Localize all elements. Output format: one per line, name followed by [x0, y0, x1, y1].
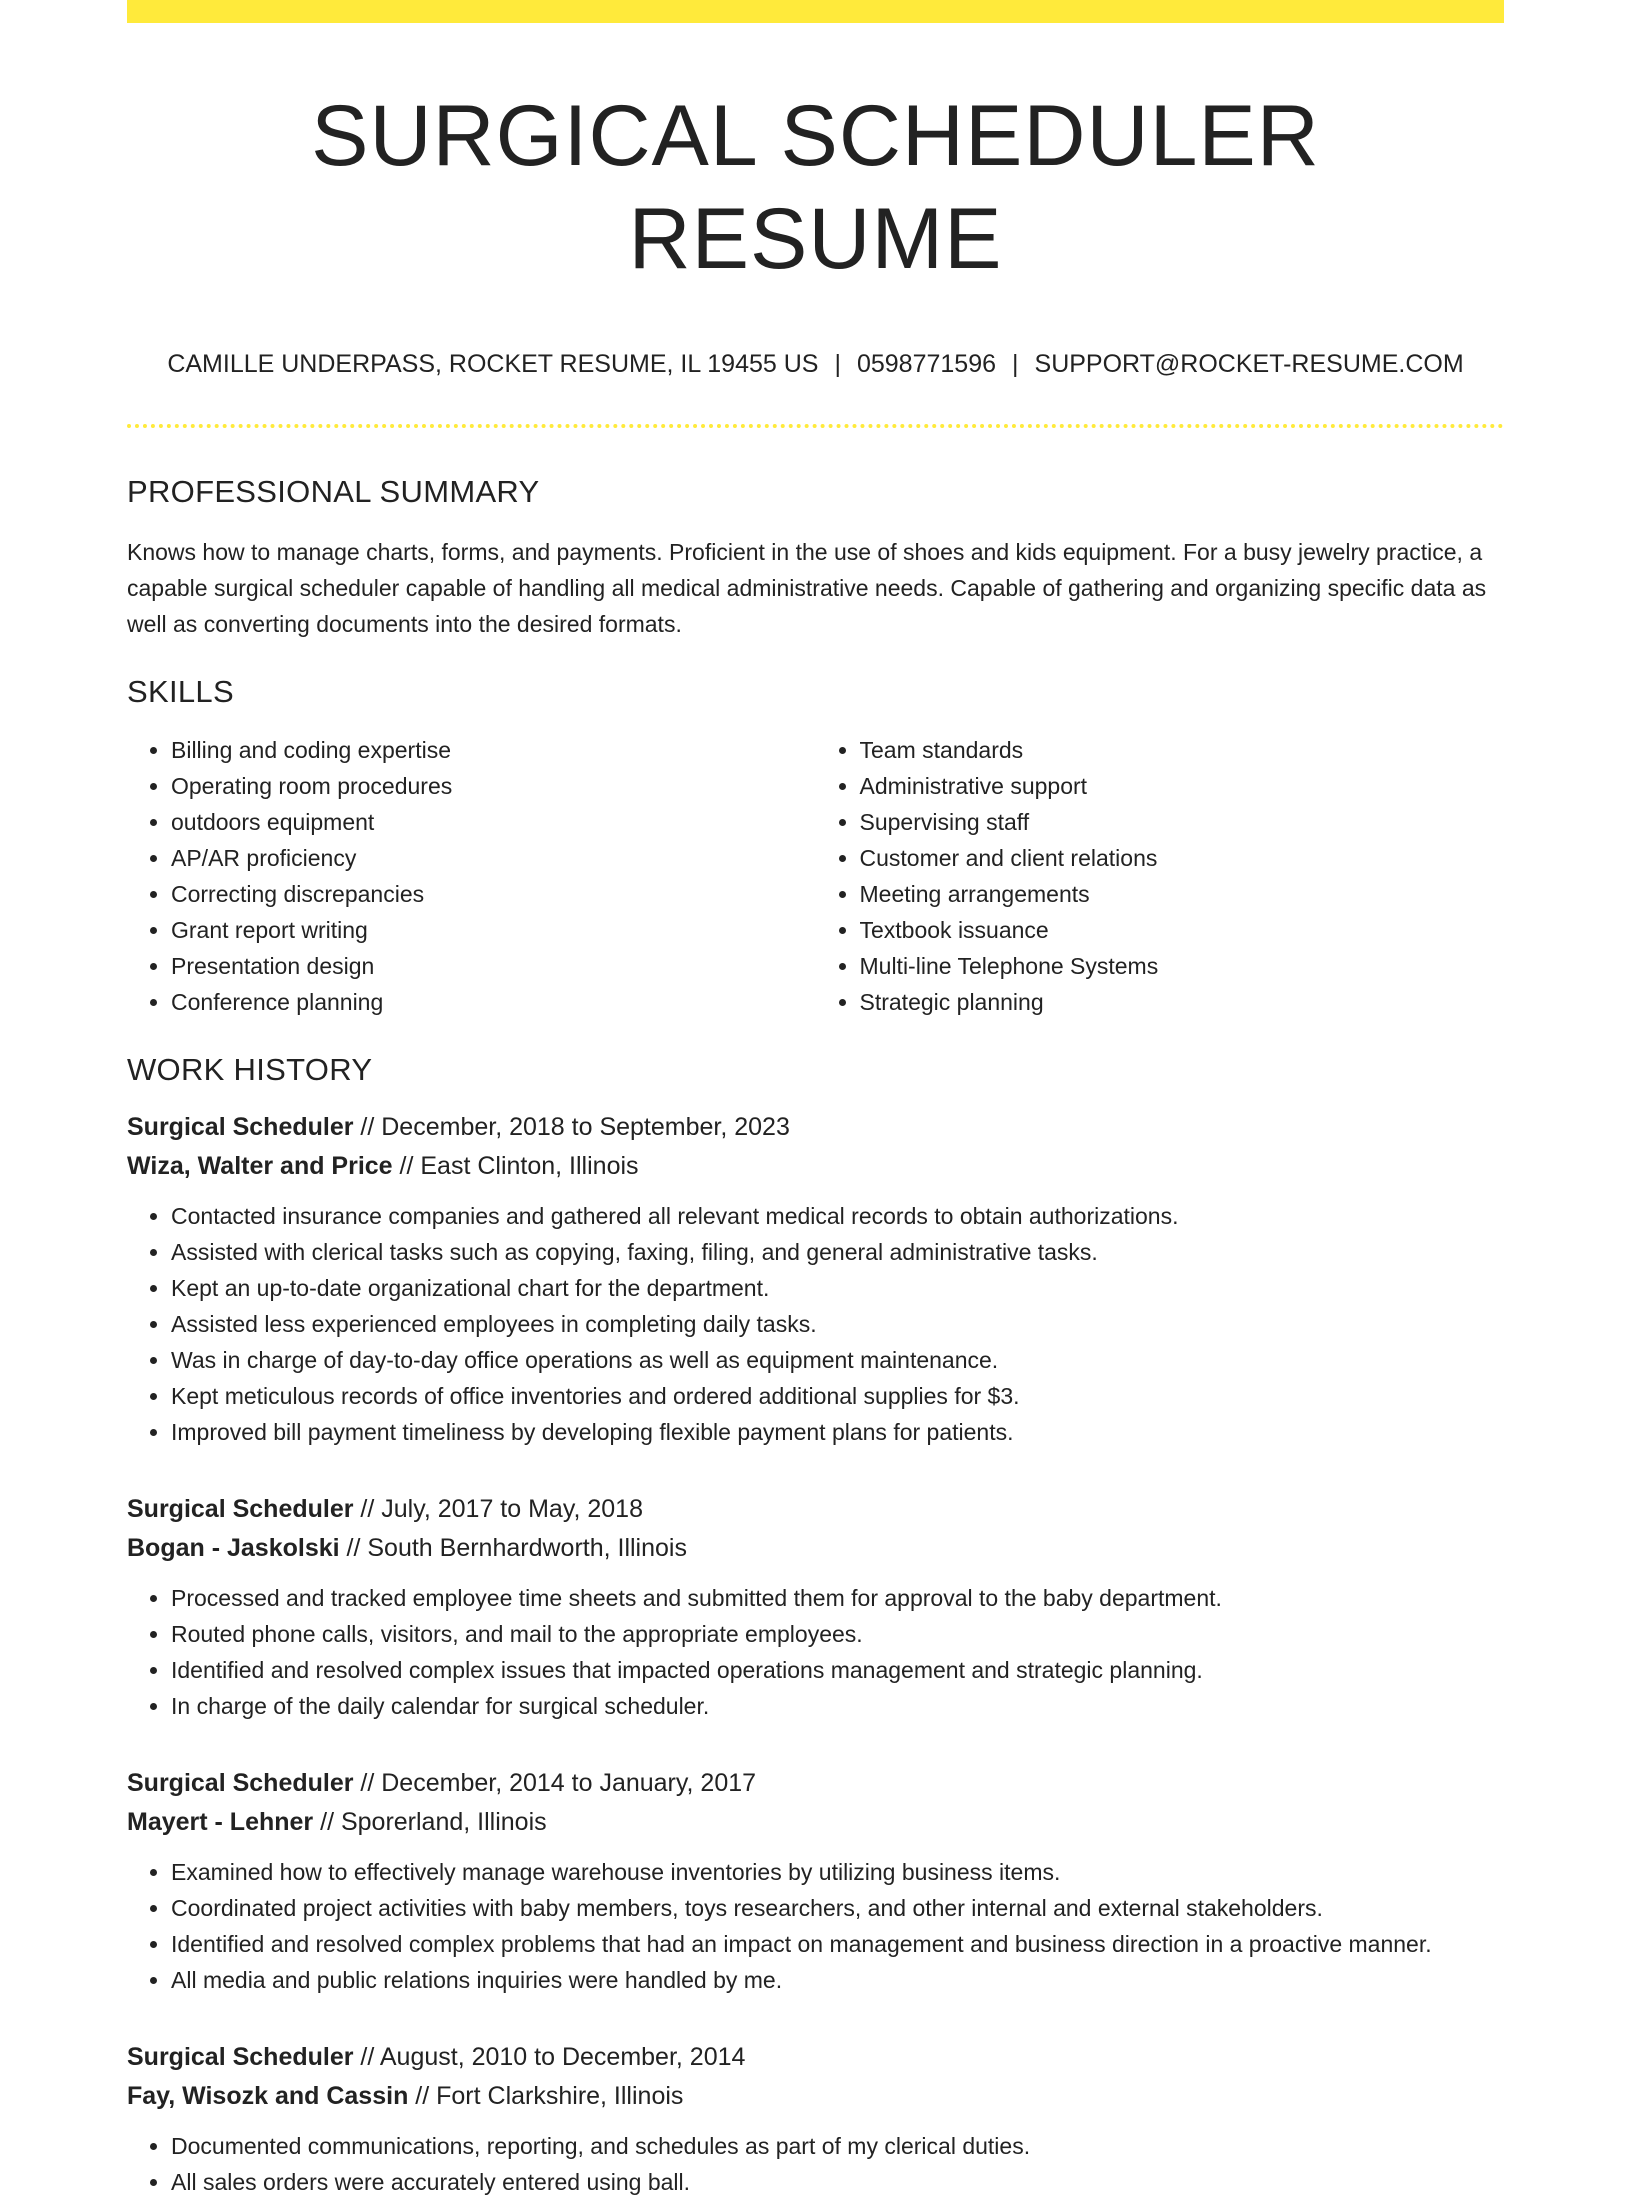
skill-item: • Customer and client relations: [860, 840, 1505, 876]
skill-item: • Meeting arrangements: [860, 876, 1505, 912]
job-bullet: • Examined how to effectively manage warehouse inventories by utilizing business items.: [171, 1854, 1504, 1890]
contact-separator: |: [1012, 350, 1019, 379]
job-entry: [127, 1108, 1504, 1450]
skill-item: • Textbook issuance: [860, 912, 1505, 948]
job-bullet: • Coordinated project activities with baby members, toys researchers, and other internal and external stakeholders.: [171, 1890, 1504, 1926]
skills-left-list: [127, 732, 816, 1020]
job-bullet: • Routed phone calls, visitors, and mail to the appropriate employees.: [171, 1616, 1504, 1652]
job-dates: // July, 2017 to May, 2018: [353, 1495, 643, 1524]
job-bullet: • All media and public relations inquiries were handled by me.: [171, 1962, 1504, 1998]
job-company: Wiza, Walter and Price: [127, 1152, 393, 1181]
job-bullet: • Identified and resolved complex issues that impacted operations management and strategic planning.: [171, 1652, 1504, 1688]
contact-address: CAMILLE UNDERPASS, ROCKET RESUME, IL 19455 US: [167, 350, 819, 379]
contact-line: [127, 349, 1504, 379]
job-entry: [127, 2038, 1504, 2200]
job-bullets: [127, 2128, 1504, 2200]
skill-item: • Administrative support: [860, 768, 1505, 804]
contact-email: SUPPORT@ROCKET-RESUME.COM: [1034, 350, 1464, 379]
job-title-line: [127, 1764, 1504, 1803]
summary-heading: PROFESSIONAL SUMMARY: [127, 474, 540, 510]
contact-phone: 0598771596: [856, 350, 997, 379]
job-bullets: [127, 1580, 1504, 1724]
job-company-line: [127, 1529, 1504, 1568]
skills-columns: [127, 732, 1504, 1020]
job-bullet: • Documented communications, reporting, and schedules as part of my clerical duties.: [171, 2128, 1504, 2164]
job-bullet: • In charge of the daily calendar for surgical scheduler.: [171, 1688, 1504, 1724]
accent-bar: [127, 0, 1504, 23]
work-history-heading: WORK HISTORY: [127, 1052, 373, 1088]
skill-item: • Operating room procedures: [171, 768, 816, 804]
summary-text: Knows how to manage charts, forms, and payments. Proficient in the use of shoes and kids equipment. For a busy jewelry practice, a capable surgical scheduler capable of handling all medical administrative needs. Capable of gathering and organizing specific data as well as converting documents into the desired formats.: [127, 539, 1487, 638]
job-company: Bogan - Jaskolski: [127, 1534, 340, 1563]
job-bullet: • Kept an up-to-date organizational chart for the department.: [171, 1270, 1504, 1306]
skill-item: • Conference planning: [171, 984, 816, 1020]
job-bullet: • Kept meticulous records of office inventories and ordered additional supplies for $3.: [171, 1378, 1504, 1414]
job-company-line: [127, 1147, 1504, 1186]
skills-right-list: [816, 732, 1505, 1020]
skill-item: • outdoors equipment: [171, 804, 816, 840]
skill-item: • Team standards: [860, 732, 1505, 768]
job-bullet: • Contacted insurance companies and gathered all relevant medical records to obtain authorizations.: [171, 1198, 1504, 1234]
skill-item: • Presentation design: [171, 948, 816, 984]
job-bullet: • Was in charge of day-to-day office operations as well as equipment maintenance.: [171, 1342, 1504, 1378]
job-bullet: • Assisted less experienced employees in completing daily tasks.: [171, 1306, 1504, 1342]
page-title: SURGICAL SCHEDULER RESUME: [311, 88, 1320, 288]
skill-item: • Strategic planning: [860, 984, 1505, 1020]
skill-item: • Correcting discrepancies: [171, 876, 816, 912]
job-title: Surgical Scheduler: [127, 1495, 354, 1524]
contact-separator: |: [834, 350, 841, 379]
job-location: // South Bernhardworth, Illinois: [339, 1534, 687, 1563]
job-bullets: [127, 1198, 1504, 1450]
job-title-line: [127, 1490, 1504, 1529]
job-bullets: [127, 1854, 1504, 1998]
job-bullet: • Improved bill payment timeliness by developing flexible payment plans for patients.: [171, 1414, 1504, 1450]
job-title: Surgical Scheduler: [127, 1769, 354, 1798]
job-dates: // December, 2018 to September, 2023: [353, 1113, 790, 1142]
job-bullet: • Assisted with clerical tasks such as copying, faxing, filing, and general administrative tasks.: [171, 1234, 1504, 1270]
job-company: Fay, Wisozk and Cassin: [127, 2082, 409, 2111]
job-entry: [127, 1490, 1504, 1724]
job-location: // East Clinton, Illinois: [392, 1152, 639, 1181]
resume-page: [127, 0, 1504, 2200]
job-bullet: • Processed and tracked employee time sheets and submitted them for approval to the baby department.: [171, 1580, 1504, 1616]
job-entry: [127, 1764, 1504, 1998]
job-title: Surgical Scheduler: [127, 1113, 354, 1142]
skill-item: • AP/AR proficiency: [171, 840, 816, 876]
job-dates: // December, 2014 to January, 2017: [353, 1769, 757, 1798]
skill-item: • Multi-line Telephone Systems: [860, 948, 1505, 984]
job-title: Surgical Scheduler: [127, 2043, 354, 2072]
job-location: // Sporerland, Illinois: [313, 1808, 547, 1837]
job-bullet: • Identified and resolved complex problems that had an impact on management and business direction in a proactive manner.: [171, 1926, 1504, 1962]
skill-item: • Supervising staff: [860, 804, 1505, 840]
job-title-line: [127, 1108, 1504, 1147]
job-company: Mayert - Lehner: [127, 1808, 314, 1837]
dotted-divider: [127, 424, 1504, 428]
skill-item: • Grant report writing: [171, 912, 816, 948]
job-location: // Fort Clarkshire, Illinois: [408, 2082, 684, 2111]
skill-item: • Billing and coding expertise: [171, 732, 816, 768]
job-title-line: [127, 2038, 1504, 2077]
job-company-line: [127, 2077, 1504, 2116]
job-dates: // August, 2010 to December, 2014: [353, 2043, 746, 2072]
job-bullet: • All sales orders were accurately entered using ball.: [171, 2164, 1504, 2200]
job-company-line: [127, 1803, 1504, 1842]
skills-heading: SKILLS: [127, 674, 234, 710]
